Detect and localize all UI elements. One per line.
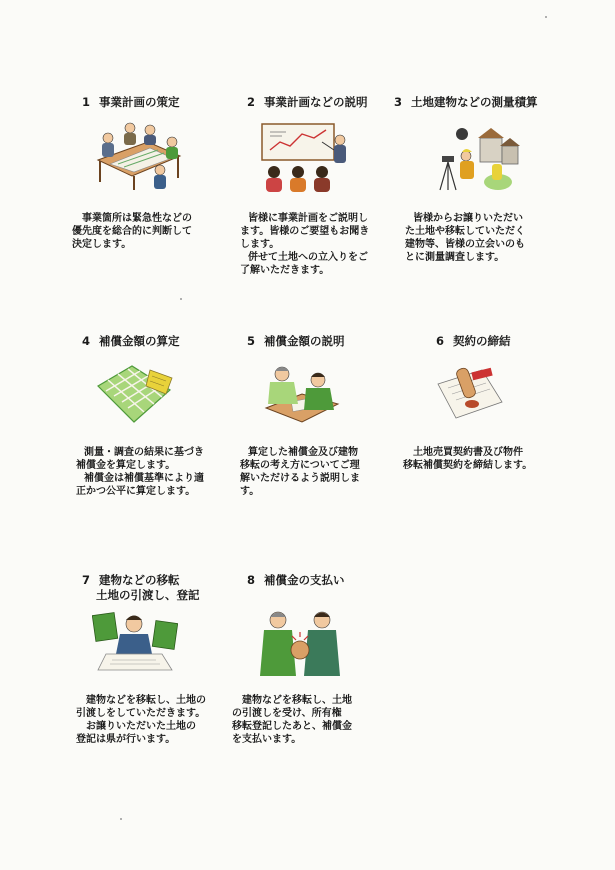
planning-meeting-illustration [88,120,188,192]
step-7-title: 7 建物などの移転 土地の引渡し、登記 [82,573,200,602]
scan-speck [545,16,547,18]
step-1-title [82,95,242,110]
step-8-description: 建物などを移転し、土地 の引渡しを受け、所有権 移転登記したあと、補償金 を支払います。 [232,695,352,745]
registration-illustration [92,608,178,678]
surveyor-illustration [432,120,524,194]
step-3-description: 皆様からお譲りいただい た土地や移転していただく 建物等、皆様の立会いのも とに測量調査します。 [405,213,525,263]
step-7-description: 建物などを移転し、土地の 引渡しをしていただきます。 お譲りいただいた土地の 登記は県が行います。 [76,695,206,745]
step-2-description: 皆様に事業計画をご説明し ます。皆様のご要望もお聞き します。 併せて土地への立入りをご 了解いただきます。 [240,213,370,276]
scan-speck [120,818,122,820]
payment-handshake-illustration [258,606,342,678]
presentation-illustration [256,120,352,194]
step-2-title: 2 事業計画などの説明 [247,95,368,109]
step-6-title: 6 契約の締結 [436,334,511,348]
step-title-text: 事業計画の策定 [99,95,180,109]
step-3-title: 3 土地建物などの測量積算 [394,95,538,109]
land-map-illustration [92,360,176,428]
step-number: 1 [82,95,91,109]
step-8-title: 8 補償金の支払い [247,573,345,587]
step-5-title: 5 補償金額の説明 [247,334,345,348]
step-1-description: 事業箇所は緊急性などの 優先度を総合的に判断して 決定します。 [72,213,192,250]
step-4-description: 測量・調査の結果に基づき 補償金を算定します。 補償金は補償基準により適 正かつ公平に算定します。 [76,447,204,497]
step-6-description: 土地売買契約書及び物件 移転補償契約を締結します。 [403,447,533,471]
scan-speck [180,298,182,300]
step-4-title: 4 補償金額の算定 [82,334,180,348]
contract-seal-illustration [432,362,506,422]
explanation-illustration [262,358,340,430]
step-5-description: 算定した補償金及び建物 移転の考え方についてご理 解いただけるよう説明しま す。 [240,447,360,497]
